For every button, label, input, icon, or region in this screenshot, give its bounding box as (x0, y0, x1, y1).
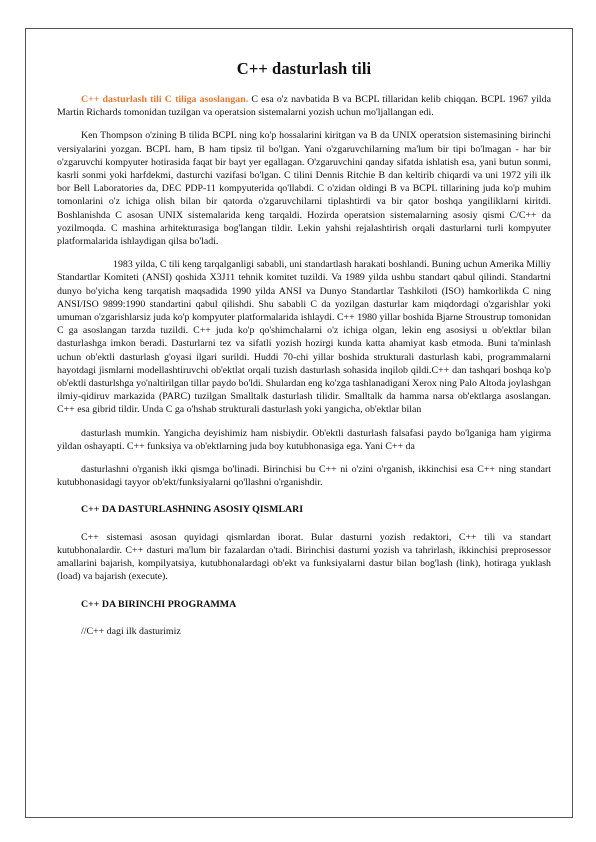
document-body (57, 59, 551, 638)
section-heading-first-program: C++ DA BIRINCHI PROGRAMMA (81, 598, 237, 610)
code-comment: //C++ dagi ilk dasturimiz (81, 625, 181, 637)
paragraph-standardization: 1983 yilda, C tili keng tarqalganligi sababli, uni standartlash harakati boshlandi. Buning uchun Amerika Milliy Standartlar Komiteti (ANSI) qoshida X3J11 tehnik komitet tuzildi. Va 1989 yilda ushbu standart qabul qilindi. Standartni dunyo bo'yicha keng tarqatish maqsadida 1990 yilda ANSI va Dunyo Standartlar Tashkiloti (ISO) hamkorlikda C ning ANSI/ISO 9899:1990 standartini qabul qilishdi. Shu sababli C da yozilgan dasturlar kam miqdordagi o'zgarishlar yoki umuman o'zgarishlarsiz juda ko'p kompyuter platformalarida ishlaydi. C++ 1980 yillar boshida Bjarne Stroustrup tomonidan C ga asoslangan tarzda tuzildi. C++ juda ko'p qo'shimchalarni o'z ichiga olgan, lekin eng asosiysi u ob'ektlar bilan dasturlashga imkon beradi. Dasturlarni tez va sifatli yozish hozirgi kunda katta ahamiyat kasb etmoda. Buni ta'minlash uchun ob'ektli dasturlash g'oyasi ilgari surildi. Huddi 70-chi yillar boshida strukturali dasturlash kabi, programmalarni hayotdagi jismlarni modellashtiruvchi ob'ektlat orqali tuzish dasturlash sohasida inqilob qildi.C++ dan tashqari boshqa ko'p ob'ektli dasturlshga yo'naltirilgan tillar paydo bo'ldi. Shulardan eng ko'zga tashlanadigani Xerox ning Palo Altoda joylashgan ilmiy-qidiruv markazida (PARC) tuzilgan Smalltalk dasturlash tilidir. Smalltalk da hamma narsa ob'ektlarga asoslangan. C++ esa gibrid tildir. Unda C ga o'hshab strukturali dasturlash yoki yangicha, ob'ektlar bilan (57, 259, 551, 416)
paragraph-intro (57, 93, 551, 119)
paragraph-ken-thompson: Ken Thompson o'zining B tilida BCPL ning ko'p hossalarini kiritgan va B da UNIX operatsion sistemasining birinchi versiyalarini yozgan. BCPL ham, B ham tipsiz til bo'lgan. Yani o'zgaruvchilarning ma'lum bir tipi bo'lmagan - har bir o'zgaruvchi kompyuter hotirasida faqat bir bayt yer egallagan. O'zgaruvchini qanday sifatda ishlatish esa, yani butun sonmi, kasrli sonmi yoki harfdekmi, dasturchi vazifasi bo'lgan. C tilini Dennis Ritchie B dan keltirib chiqardi va uni 1972 yili ilk bor Bell Laboratories da, DEC PDP-11 kompyuterida qo'llabdi. C o'zidan oldingi B va BCPL tillarining juda ko'p muhim tomonlarini o'z ichiga olish bilan bir qatorda o'zgaruvchilarni tiplashtirdi va bir qator boshqa yangiliklarni kiritdi. Boshlanishda C asosan UNIX sistemalarida keng tarqaldi. Hozirda operatsion sistemalarning asosiy qismi C/C++ da yozilmoqda. C mashina arhitekturasiga bog'langan tildir. Lekin yahshi rejalashtirish orqali dasturlarni turli kompyuter platformalarida ishlaydigan qilsa bo'ladi. (57, 130, 551, 248)
section-heading-parts: C++ DA DASTURLASHNING ASOSIY QISMLARI (81, 504, 304, 516)
paragraph-oop: dasturlash mumkin. Yangicha deyishimiz ham nisbiydir. Ob'ektli dasturlash falsafasi paydo bo'lganiga ham yigirma yildan oshayapti. C++ funksiya va ob'ektlarning juda boy kutubhonasiga ega. Yani C++ da (57, 427, 551, 452)
intro-highlight: C++ dasturlash tili C tiliga asoslangan. (81, 94, 249, 105)
paragraph-learning: dasturlashni o'rganish ikki qismga bo'linadi. Birinchisi bu C++ ni o'zini o'rganish, ikkinchisi esa C++ ning standart kutubhonasidagi tayyor ob'ekt/funksiyalarni qo'llashni o'rganishdir. (57, 464, 551, 489)
intro-text: C esa o'z navbatida B va BCPL tillaridan kelib chiqqan. BCPL 1967 yilda Martin Richards tomonidan tuzilgan va operatsion sistemalarni yozish uchun mo'ljallangan edi. (57, 94, 551, 119)
document-title: C++ dasturlash tili (236, 59, 372, 78)
paragraph-system-parts: C++ sistemasi asosan quyidagi qismlardan iborat. Bular dasturni yozish redaktori, C++ tili va standart kutubhonalardir. C++ dasturi ma'lum bir fazalardan o'tadi. Birinchisi dasturni yozish va tahrirlash, ikkinchisi preprosessor amallarini bajarish, kompilyatsiya, kutubhonalardagi ob'ekt va funksiyalarni dastur bilan bog'lash (link), hotiraga yuklash (load) va bajarish (execute). (57, 531, 551, 583)
